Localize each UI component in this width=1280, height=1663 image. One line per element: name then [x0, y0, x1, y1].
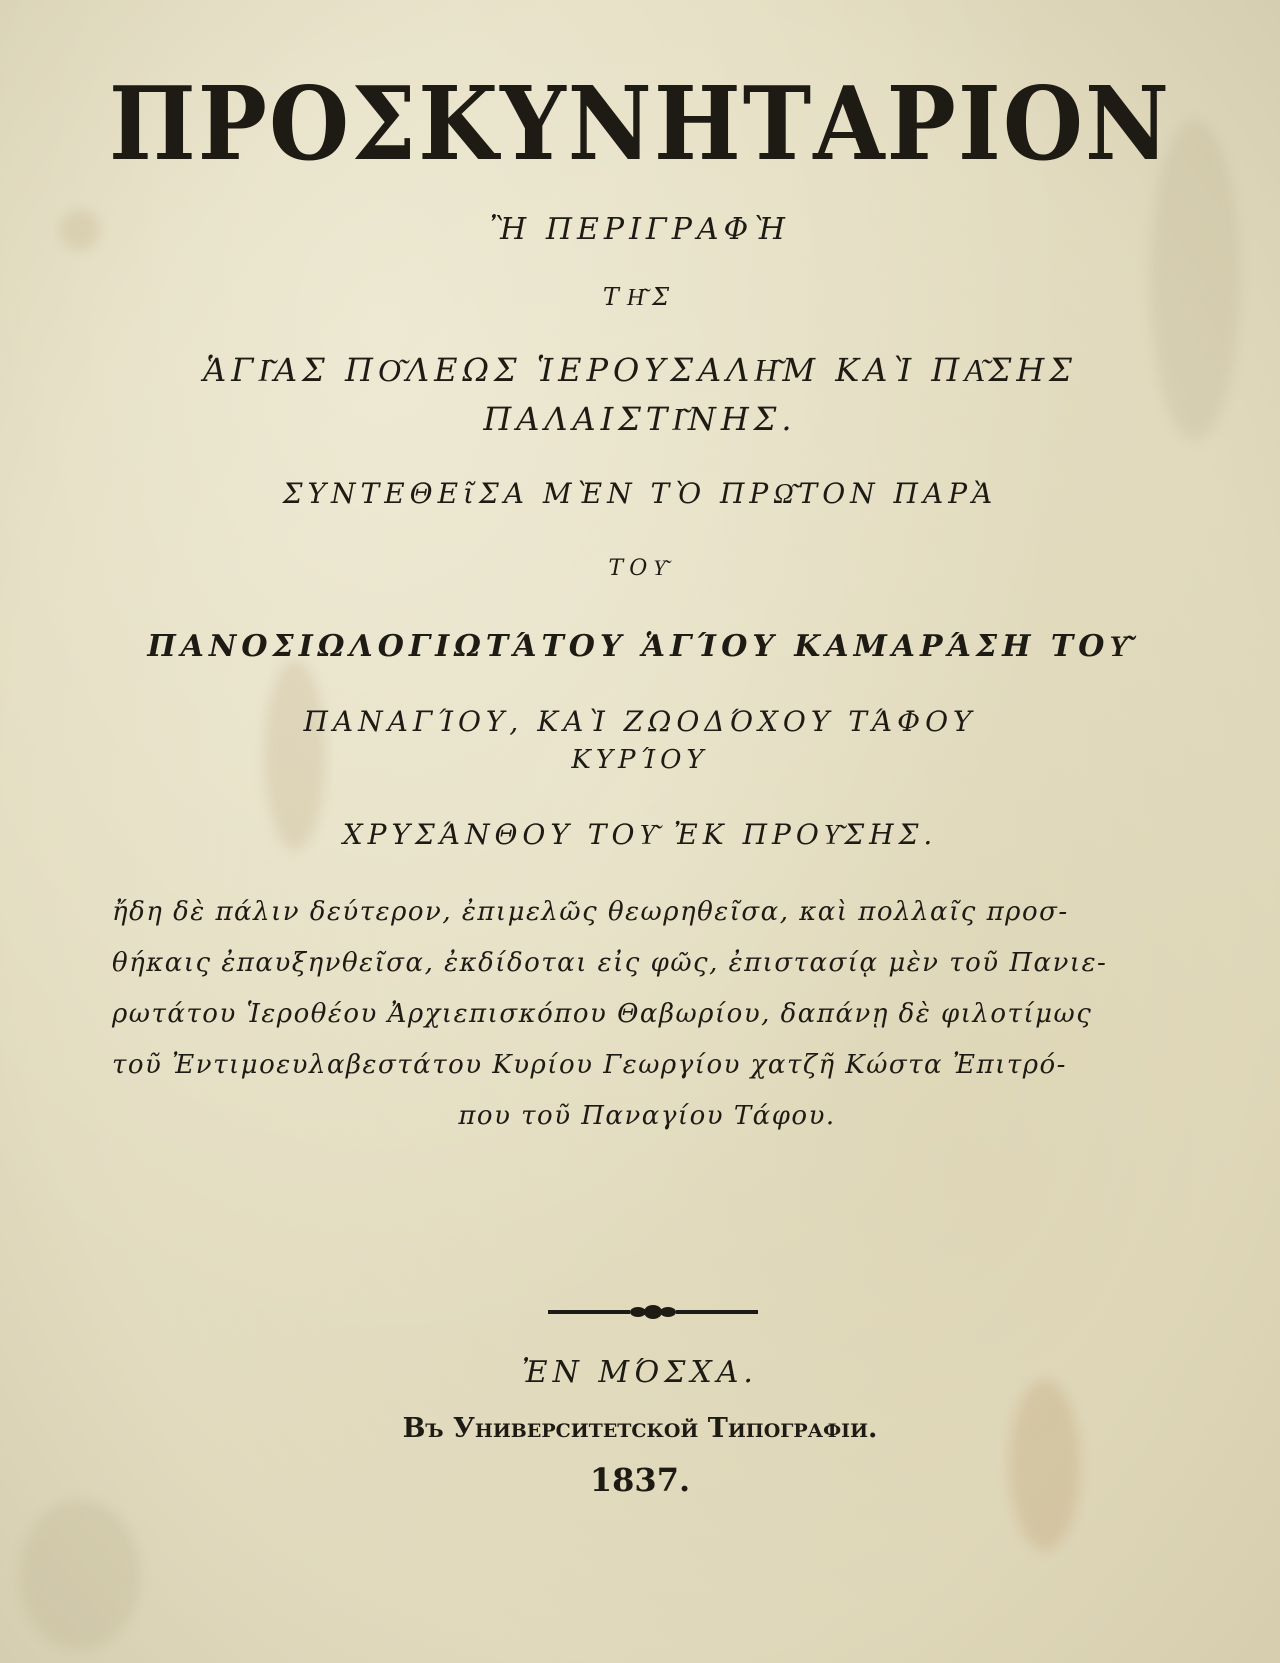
page-title: ΠΡΟΣΚΥΝΗΤΑΡΙΟΝ [108, 64, 1172, 184]
line-kyriou: ΚΥΡΊΟΥ [571, 745, 709, 775]
ornament-rule-icon [548, 1300, 758, 1324]
body-line: ρωτάτου Ἱεροθέου Ἀρχιεπισκόπου Θαβωρίου, δαπάνῃ δὲ φιλοτίμως [112, 999, 1093, 1029]
line-tis: ΤΗ͂Σ [602, 283, 678, 311]
body-line: τοῦ Ἐντιμοευλαβεστάτου Κυρίου Γεωργίου χατζῆ Κώστα Ἐπιτρό- [112, 1050, 1067, 1080]
line-author-2: ΠΑΝΑΓΊΟΥ, ΚΑῚ ΖΩΟΔΌΧΟΥ ΤΆΦΟΥ [303, 705, 977, 738]
body-line: θήκαις ἐπαυξηνθεῖσα, ἐκδίδοται εἰς φῶς, ἐπιστασίᾳ μὲν τοῦ Πανιε- [112, 948, 1108, 978]
printer: Въ Университетской Типографіи. [402, 1413, 878, 1444]
line-city-2: ΠΑΛΑΙΣΤΙ͂ΝΗΣ. [483, 400, 797, 438]
body-line: που τοῦ Παναγίου Τάφου. [458, 1101, 836, 1131]
place-of-publication: ἘΝ ΜΌΣΧΑ. [522, 1355, 758, 1390]
publication-year: 1837. [589, 1461, 691, 1499]
line-author-1: ΠΑΝΟΣΙΩΛΟΓΙΩΤΆΤΟΥ ἉΓΊΟΥ ΚΑΜΑΡΆΣΗ ΤΟΥ͂ [147, 629, 1133, 664]
body-paragraph [112, 887, 1182, 1142]
line-tou: ΤΟΥ͂ [608, 556, 672, 581]
body-line: ἤδη δὲ πάλιν δεύτερον, ἐπιμελῶς θεωρηθεῖσα, καὶ πολλαῖς προσ- [112, 897, 1069, 927]
line-author-3: ΧΡΥΣΆΝΘΟΥ ΤΟΥ͂ ἘΚ ΠΡΟΥ͂ΣΗΣ. [342, 818, 938, 851]
line-compiled: ΣΥΝΤΕΘΕῖΣΑ ΜῈΝ ΤῸ ΠΡΩ͂ΤΟΝ ΠΑΡᾺ [282, 477, 998, 510]
subtitle: Ἢ ΠΕΡΙΓΡΑΦῊ [489, 212, 791, 247]
line-city-1: ἉΓΙ͂ΑΣ ΠΟ͂ΛΕΩΣ ἹΕΡΟΥΣΑΛΗ͂Μ ΚΑῚ ΠΑ͂ΣΗΣ [203, 351, 1077, 389]
paper-stain [20, 1500, 140, 1650]
